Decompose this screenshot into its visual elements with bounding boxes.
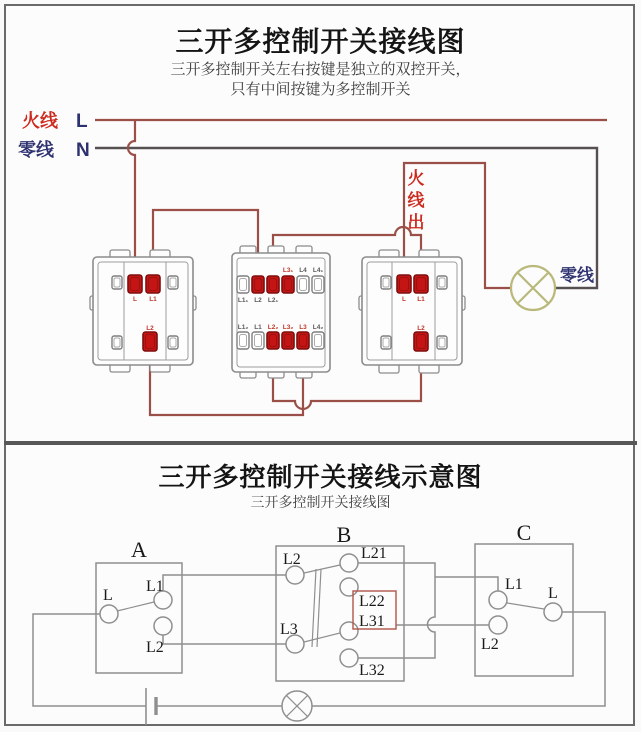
switch-1 [90, 250, 196, 372]
svg-text:出: 出 [407, 213, 425, 232]
svg-text:L2: L2 [146, 325, 154, 332]
svg-text:L4: L4 [299, 267, 307, 274]
svg-text:L3: L3 [299, 324, 307, 331]
svg-text:L3₂: L3₂ [282, 324, 294, 331]
svg-text:L4₁: L4₁ [312, 267, 324, 274]
svg-text:L1: L1 [149, 296, 157, 303]
live-out-label [408, 168, 426, 232]
live-wire-letter: L [76, 111, 88, 132]
top-subtitle-line2: 只有中间按键为多控制开关 [230, 81, 411, 98]
live-wire-label: 火线 [22, 111, 58, 131]
svg-text:L3₁: L3₁ [282, 267, 294, 274]
top-title: 三开多控制开关接线图 [175, 26, 466, 57]
svg-text:L: L [133, 296, 137, 303]
svg-text:L32: L32 [359, 662, 385, 679]
svg-text:L1: L1 [505, 576, 523, 593]
svg-text:L21: L21 [361, 545, 387, 562]
svg-text:L2: L2 [283, 551, 301, 568]
svg-text:L22: L22 [359, 593, 385, 610]
schematic-switch-b [276, 522, 404, 681]
svg-text:L1₁: L1₁ [237, 297, 249, 304]
svg-text:L4₂: L4₂ [312, 324, 324, 331]
svg-text:L2: L2 [417, 325, 425, 332]
svg-text:L1: L1 [417, 296, 425, 303]
neutral-wire-label: 零线 [18, 140, 54, 160]
svg-text:L2₁: L2₁ [267, 297, 279, 304]
lamp-icon-bottom [282, 691, 312, 721]
svg-text:L2₂: L2₂ [267, 324, 279, 331]
wire-a-to-battery [33, 614, 146, 706]
schematic-switch-c [475, 520, 573, 676]
svg-text:L31: L31 [359, 613, 385, 630]
svg-text:L: L [103, 587, 113, 604]
wire-to-c-l1 [435, 577, 498, 591]
svg-text:L1₂: L1₂ [237, 324, 249, 331]
battery-icon [146, 688, 156, 725]
svg-text:L1: L1 [254, 324, 262, 331]
bottom-wiring-schematic [6, 445, 635, 726]
svg-text:线: 线 [407, 191, 425, 210]
svg-text:火: 火 [407, 169, 425, 188]
switch-c-letter: C [516, 520, 532, 545]
svg-text:L2: L2 [146, 639, 164, 656]
switch-3 [359, 250, 465, 373]
svg-text:L2: L2 [481, 636, 499, 653]
top-subtitle-line1: 三开多控制开关左右按键是独立的双控开关， [170, 61, 471, 78]
switch-2 [232, 246, 330, 378]
bottom-title: 三开多控制开关接线示意图 [158, 462, 483, 492]
svg-text:L: L [548, 585, 558, 602]
svg-text:L3: L3 [280, 621, 298, 638]
schematic-switch-a [96, 537, 182, 673]
svg-text:L2: L2 [254, 297, 262, 304]
bottom-panel [6, 445, 635, 726]
bottom-subtitle: 三开多控制开关接线图 [250, 494, 391, 510]
neutral-wire-letter: N [76, 140, 90, 161]
switch-a-letter: A [131, 537, 147, 562]
lamp-neutral-label: 零线 [560, 266, 594, 285]
switch-b-letter: B [336, 522, 352, 547]
top-panel [6, 6, 635, 441]
svg-text:L1: L1 [146, 578, 164, 595]
svg-text:L: L [402, 296, 406, 303]
lamp-icon [511, 266, 555, 310]
top-wiring-schematic [6, 6, 635, 441]
